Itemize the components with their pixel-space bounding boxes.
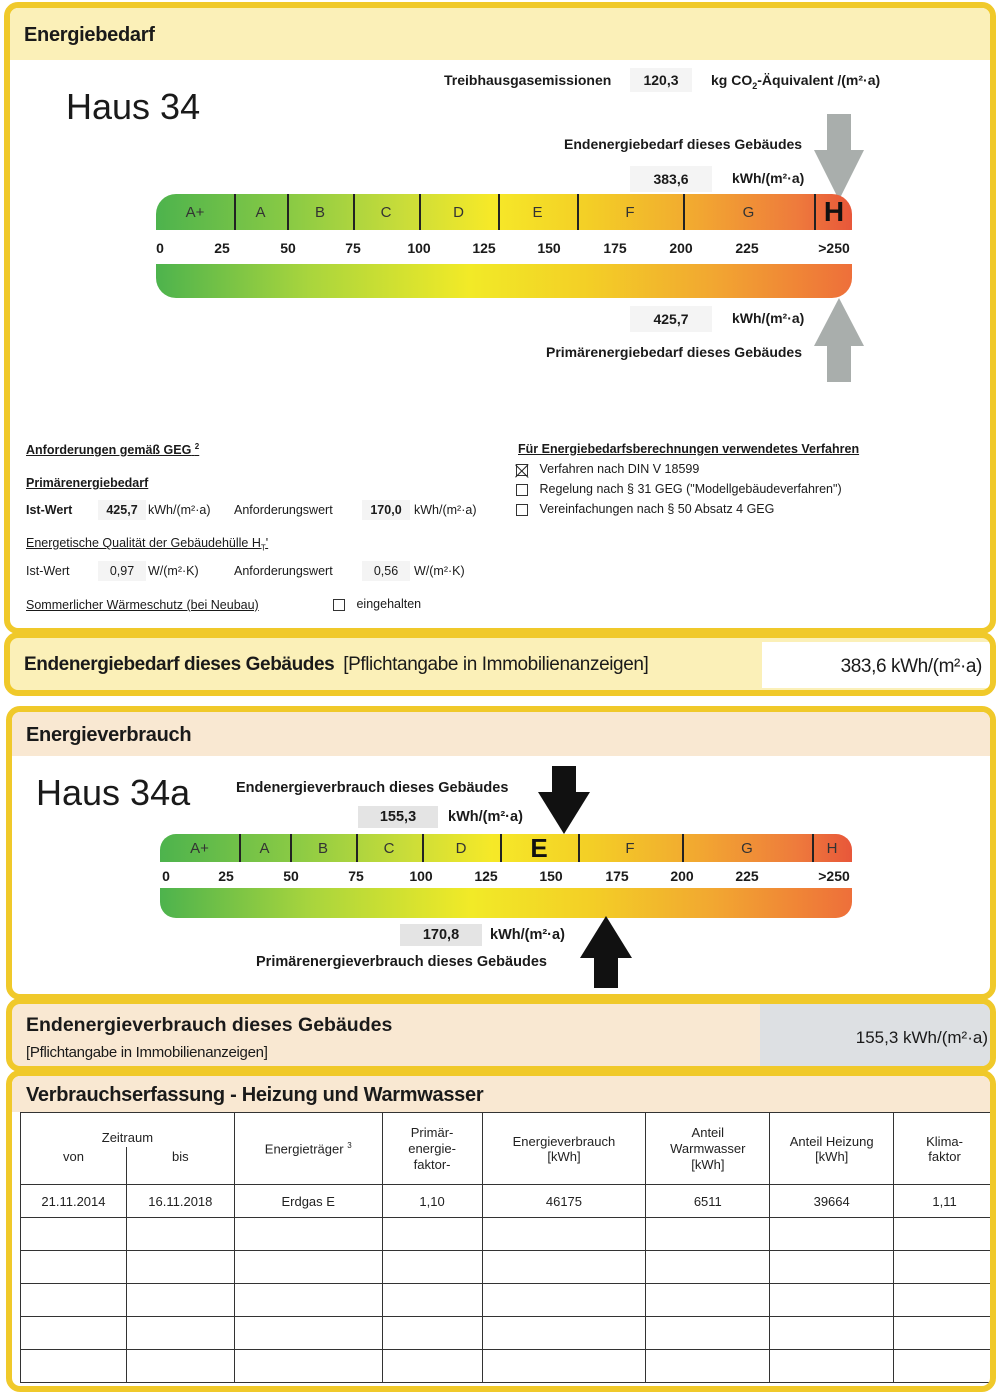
method-title: Für Energiebedarfsberechnungen verwendetes Verfahren [518,442,860,456]
method-option-vereinfachung[interactable]: Vereinfachungen nach § 50 Absatz 4 GEG [516,502,774,516]
class-e: E [532,203,543,221]
primary-ist-value: 425,7 [98,500,146,520]
summer-protection-checkbox[interactable] [333,599,345,611]
summary-bedarf-label: Endenergiebedarf dieses Gebäudes [Pflichtangabe in Immobilienanzeigen] [24,654,649,675]
primary-requirements-title: Primärenergiebedarf [26,476,149,490]
primary-ist-label: Ist-Wert [26,503,73,517]
energiebedarf-title: Energiebedarf [24,24,155,46]
energieverbrauch-header [12,712,990,756]
table-row [21,1251,996,1284]
summary-verbrauch-note: [Pflichtangabe in Immobilienanzeigen] [26,1044,268,1061]
consumption-table [20,1112,996,1383]
class-d: D [453,203,464,221]
method-din-checkbox[interactable] [516,464,528,476]
end-consumption-unit: kWh/(m²·a) [448,809,523,825]
end-consumption-label: Endenergieverbrauch dieses Gebäudes [236,780,509,796]
summer-protection-checkbox-row[interactable] [333,597,421,611]
summary-verbrauch-label: Endenergieverbrauch dieses Gebäudes [26,1014,393,1036]
col-energieverbrauch: Energieverbrauch [kWh] [482,1113,646,1185]
table-row [21,1218,996,1251]
class-g: G [742,203,755,221]
col-klimafaktor: Klima- faktor [894,1113,996,1185]
envelope-ist-unit: W/(m²·K) [148,564,199,578]
primary-energy-scale [156,264,852,298]
summary-bedarf-value-box [762,642,990,688]
end-energy-unit: kWh/(m²·a) [732,170,805,186]
energiebedarf-panel: Energiebedarf Haus 34 Treibhausgasemissionen 120,3 kg $CO_2$-Äquivalent /(m²·a) Endenergiebedarf dieses Gebäudes 383,6 kWh/(m²·a) A+ A B C D E F G H 0 25 50 75 100 125 150 175 200 225 >250 425,7 kWh/(m²·a) Primärenergiebedarf dieses Gebäudes Anforderungen gemäß GEG $^2$ Primärenergiebedarf Ist-Wert 425,7 kWh/(m²·a) Anforderungswert 170,0 kWh/(m²·a) Energetische Qualität der Gebäudehülle $H_T'$ Ist-Wert 0,97 W/(m²·K) Anforderungswert 0,56 W/(m²·K) Sommerlicher Wärmeschutz (bei Neubau) eingehalten Für Energiebedarfsberechnungen verwendetes Verfahren Verfahren nach DIN V 18599 Regelung nach § 31 GEG ("Modellgebäudeverfahren") Vereinfachungen nach § 50 Absatz 4 GEG [4,2,996,634]
energieverbrauch-panel: Energieverbrauch Haus 34a Endenergieverbrauch dieses Gebäudes 155,3 kWh/(m²·a) A+ A B C D E F G H 0 25 50 75 100 125 150 175 200 225 >250 170,8 kWh/(m²·a) Primärenergieverbrauch dieses Gebäudes [6,706,996,1000]
end-consumption-value: 155,3 [358,806,438,828]
primary-anf-label: Anforderungswert [234,503,333,517]
summer-protection-label: Sommerlicher Wärmeschutz (bei Neubau) [26,598,259,612]
end-energy-value: 383,6 [630,166,712,192]
envelope-anf-value: 0,56 [362,561,410,581]
envelope-anf-label: Anforderungswert [234,564,333,578]
v-class-e-highlight: E [530,832,548,863]
v-class-c: C [383,839,395,857]
end-consumption-arrow-down-icon [538,766,590,834]
primary-anf-unit: kWh/(m²·a) [414,503,477,517]
primary-consumption-label: Primärenergieverbrauch dieses Gebäudes [256,954,547,970]
verbrauchserfassung-header [12,1076,990,1112]
col-primaerenergiefaktor: Primär- energie- faktor- [382,1113,482,1185]
envelope-ist-value: 0,97 [98,561,146,581]
energieverbrauch-title: Energieverbrauch [26,724,192,746]
energiebedarf-header [10,8,990,60]
col-von: von [21,1147,127,1185]
verbrauchserfassung-title: Verbrauchserfassung - Heizung und Warmwasser [26,1084,484,1106]
v-class-f: F [625,839,635,857]
col-energietraeger: Energieträger $^3$ [234,1113,382,1185]
primary-anf-value: 170,0 [362,500,410,520]
col-zeitraum: Zeitraum [21,1113,235,1147]
class-b: B [314,203,325,221]
class-f: F [625,203,635,221]
summary-bedarf-value: 383,6 kWh/(m²·a) [840,656,982,677]
col-bis: bis [126,1147,234,1185]
house-label: Haus 34 [66,86,201,127]
primary-energy-label: Primärenergiebedarf dieses Gebäudes [546,344,802,360]
primary-energy-value: 425,7 [630,306,712,332]
table-row [21,1350,996,1383]
envelope-title: Energetische Qualität der Gebäudehülle $H_T'$ [26,536,269,553]
v-class-g: G [741,839,753,857]
class-c: C [380,203,392,221]
summer-protection-checkbox-label: eingehalten [356,597,422,611]
primary-consumption-scale [160,888,852,918]
envelope-ist-label: Ist-Wert [26,564,70,578]
end-energy-label: Endenergiebedarf dieses Gebäudes [564,136,803,152]
primary-energy-unit: kWh/(m²·a) [732,310,805,326]
table-header-row [21,1113,996,1147]
end-consumption-scale [160,834,852,862]
v-class-d: D [455,839,467,857]
table-row [21,1284,996,1317]
primary-ist-unit: kWh/(m²·a) [148,503,211,517]
class-h-highlight: H [823,196,845,227]
requirements-title: Anforderungen gemäß GEG $^2$ [26,442,200,458]
col-anteil-warmwasser: Anteil Warmwasser [kWh] [646,1113,770,1185]
primary-consumption-value: 170,8 [400,924,482,946]
table-row [21,1317,996,1350]
v-class-a-plus: A+ [190,839,209,857]
end-energy-scale [156,194,852,230]
envelope-anf-unit: W/(m²·K) [414,564,465,578]
verbrauchserfassung-panel [6,1070,996,1392]
endenergiebedarf-summary [4,632,996,696]
summary-verbrauch-value-box [760,1004,996,1066]
method-modell-checkbox[interactable] [516,484,528,496]
v-class-b: B [317,839,328,857]
method-option-din[interactable]: Verfahren nach DIN V 18599 [516,462,699,476]
primary-energy-arrow-up-icon [814,298,864,382]
summary-verbrauch-value: 155,3 kWh/(m²·a) [855,1028,988,1047]
v-class-a: A [259,839,270,857]
table-row: 21.11.2014 16.11.2018 Erdgas E 1,10 46175 6511 39664 1,11 [21,1185,996,1218]
emissions-unit: kg $CO_2$-Äquivalent /(m²·a) [711,72,881,91]
method-vereinfachung-checkbox[interactable] [516,504,528,516]
primary-consumption-unit: kWh/(m²·a) [490,927,565,943]
end-energy-arrow-down-icon [814,114,864,200]
class-a-plus: A+ [185,203,205,221]
col-anteil-heizung: Anteil Heizung [kWh] [770,1113,894,1185]
emissions-label: Treibhausgasemissionen [444,72,612,88]
primary-consumption-arrow-up-icon [580,916,632,988]
emissions-value: 120,3 [630,68,692,92]
method-option-modell[interactable]: Regelung nach § 31 GEG ("Modellgebäudeverfahren") [516,482,842,496]
house-label-34a: Haus 34a [36,772,191,813]
endenergieverbrauch-summary [6,998,996,1072]
class-a: A [255,203,266,221]
v-class-h: H [826,839,838,857]
